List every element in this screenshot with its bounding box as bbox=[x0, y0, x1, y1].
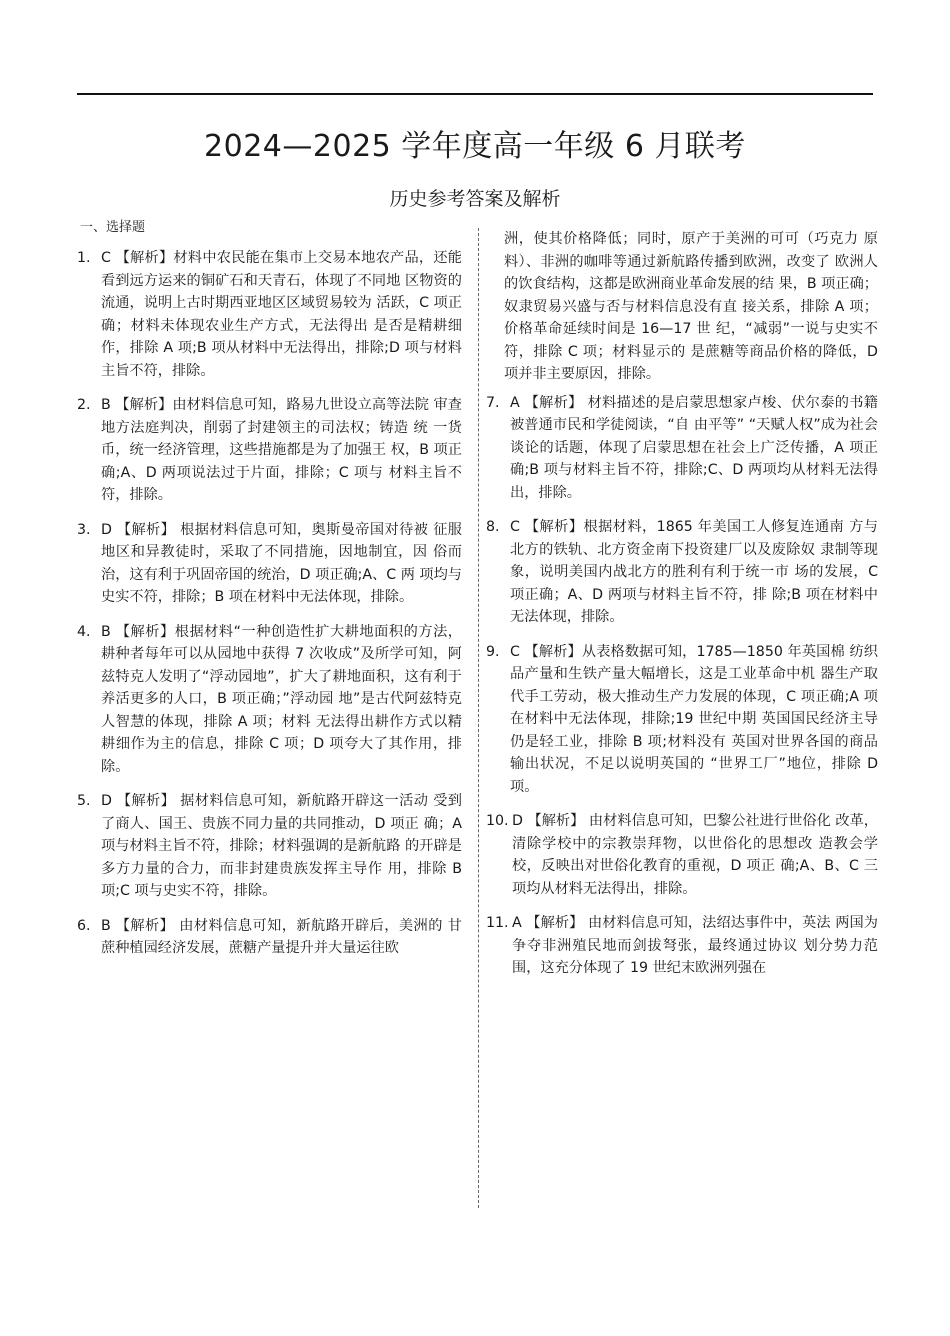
item-text: C 【解析】根据材料，1865 年美国工人修复连通南 方与北方的铁轨、北方资金南下投资建厂以及废除奴 隶制等现象，说明美国内战北方的胜利有利于统一市 场的发展，C 项正确；A、D 两项与材料主旨不符，排 除;B 项在材料中无法体现，排除。 bbox=[510, 519, 878, 625]
item-number: 6. bbox=[77, 917, 91, 934]
section-heading: 一、选择题 bbox=[80, 220, 146, 235]
item-text: B 【解析】由材料信息可知，路易九世设立高等法院 审查地方法庭判决，削弱了封建领主的司法权；铸造 统 一货币，统一经济管理，这些措施都是为了加强王 权，B 项正确;A、D 两项说法过于片面，排除；C 项与 材料主旨不符，排除。 bbox=[101, 397, 462, 503]
right-column bbox=[486, 228, 878, 992]
item-text: A 【解析】 材料描述的是启蒙思想家卢梭、伏尔泰的书籍被普通市民和学徒阅读，“自 由平等” “天赋人权”成为社会谈论的话题，体现了启蒙思想在社会上广泛传播，A 项正确;B 项与材料主旨不符，排除;C、D 两项均从材料无法得出，排除。 bbox=[510, 394, 878, 501]
item-text: B 【解析】根据材料“一种创造性扩大耕地面积的方法，耕种者每年可以从园地中获得 7 次收成”及所学可知，阿兹特克人发明了“浮动园地”，扩大了耕地面积，这有利于养活更多的人口，B 项正确；”浮动园 地”是古代阿兹特克人智慧的体现，排除 A 项；材料 无法得出耕作方式以精耕细作为主的信息，排除 C 项；D 项夸大了其作用，排除。 bbox=[101, 623, 462, 775]
item-number: 10. bbox=[486, 813, 509, 829]
item-number: 11. bbox=[486, 915, 509, 931]
item-text: C 【解析】材料中农民能在集市上交易本地农产品，还能看到远方运来的铜矿石和天青石，体现了不同地 区物资的流通，说明上古时期西亚地区区域贸易较为 活跃，C 项正确；材料未体现农业生产方式，无法得出 是否是精耕细作，排除 A 项;B 项从材料中无法得出，排除;D 项与材料主旨不符，排除。 bbox=[101, 250, 462, 379]
answer-item-1 bbox=[77, 247, 462, 382]
page-subtitle: 历史参考答案及解析 bbox=[389, 188, 561, 210]
answer-item-6-continued: 洲，使其价格降低；同时，原产于美洲的可可（巧克力 原料）、非洲的咖啡等通过新航路传播到欧洲，改变了 欧洲人的饮食结构，这都是欧洲商业革命发展的结 果，B 项正确；奴隶贸易兴盛与否与材料信息没有直 接关系，排除 A 项；价格革命延续时间是 16—17 世 纪，“减弱”一说与史实不符，排除 C 项；材料显示的 是蔗糖等商品价格的降低，D 项并非主要原因，排除。 bbox=[504, 231, 878, 382]
page-title: 2024—2025 学年度高一年级 6 月联考 bbox=[204, 129, 746, 164]
answer-item-10 bbox=[486, 810, 878, 900]
item-text: D 【解析】 由材料信息可知，巴黎公社进行世俗化 改革，清除学校中的宗教崇拜物，以世俗化的思想改 造教会学校，反映出对世俗化教育的重视，D 项正 确;A、B、C 三项均从材料无法得出，排除。 bbox=[512, 813, 878, 897]
item-number: 4. bbox=[77, 623, 91, 640]
column-divider bbox=[478, 228, 479, 1208]
answer-item-11 bbox=[486, 912, 878, 980]
answer-item-6 bbox=[77, 915, 462, 960]
item-text: A 【解析】 由材料信息可知，法绍达事件中，英法 两国为争夺非洲殖民地而剑拔弩张，最终通过协议 划分势力范围，这充分体现了 19 世纪末欧洲列强在 bbox=[512, 915, 878, 976]
answer-item-4 bbox=[77, 621, 462, 779]
item-number: 9. bbox=[486, 643, 500, 660]
item-text: D 【解析】 据材料信息可知，新航路开辟这一活动 受到了商人、国王、贵族不同力量的共同推动，D 项正 确；A 项与材料主旨不符，排除；材料强调的是新航路 的开辟是多方力量的合力，而非封建贵族发挥主导作 用，排除 B 项;C 项与史实不符，排除。 bbox=[101, 793, 462, 899]
answer-item-5 bbox=[77, 790, 462, 903]
answer-item-9 bbox=[486, 641, 878, 799]
item-number: 1. bbox=[77, 250, 91, 266]
answer-item-7 bbox=[486, 392, 878, 505]
left-column bbox=[77, 247, 462, 972]
top-rule bbox=[77, 93, 873, 95]
item-text: D 【解析】 根据材料信息可知，奥斯曼帝国对待被 征服地区和异教徒时，采取了不同措施，因地制宜，因 俗而治，这有利于巩固帝国的统治，D 项正确;A、C 两 项均与史实不符，排除；B 项在材料中无法体现，排除。 bbox=[101, 521, 462, 605]
answer-item-8 bbox=[486, 516, 878, 629]
item-number: 5. bbox=[77, 793, 91, 809]
item-number: 2. bbox=[77, 397, 91, 413]
item-number: 7. bbox=[486, 394, 500, 411]
item-text: C 【解析】从表格数据可知，1785—1850 年英国棉 纺织品产量和生铁产量大幅增长，这是工业革命中机 器生产取代手工劳动，极大推动生产力发展的体现，C 项正确;A 项在材料中无法体现，排除;19 世纪中期 英国国民经济主导仍是轻工业，排除 B 项;材料没有 英国对世界各国的商品输出状况，不足以说明英国的 “世界工厂”地位，排除 D 项。 bbox=[510, 643, 878, 795]
item-text: B 【解析】 由材料信息可知，新航路开辟后，美洲的 甘蔗种植园经济发展，蔗糖产量提升并大量运往欧 bbox=[101, 917, 462, 956]
item-number: 8. bbox=[486, 519, 500, 535]
item-number: 3. bbox=[77, 521, 91, 538]
answer-item-3 bbox=[77, 519, 462, 609]
answer-item-2 bbox=[77, 394, 462, 507]
